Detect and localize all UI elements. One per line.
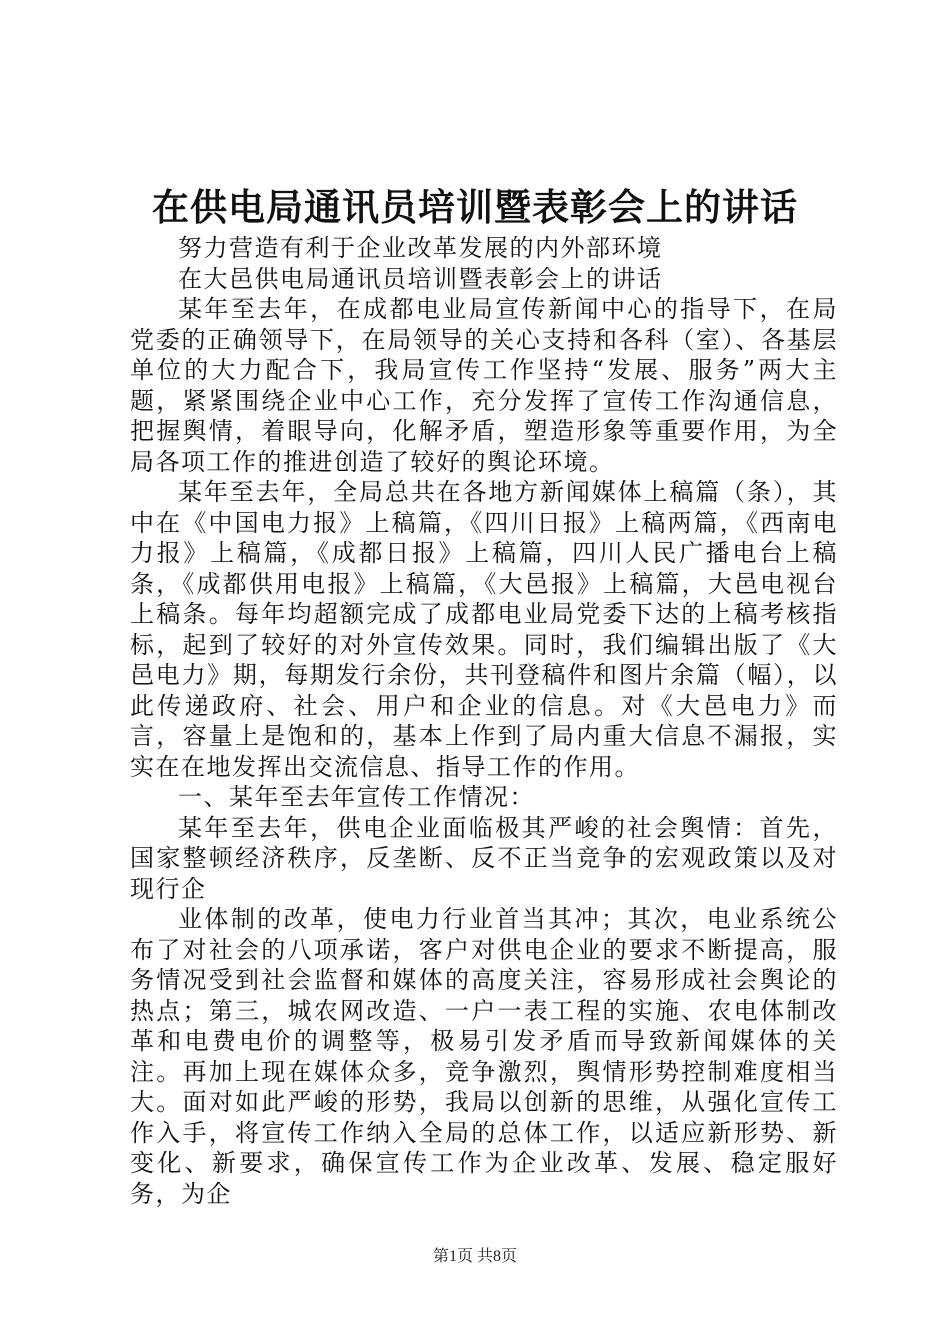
document-title: 在供电局通讯员培训暨表彰会上的讲话 [152, 185, 798, 229]
document-body [130, 233, 838, 1209]
page-number-footer: 第1页 共8页 [432, 1248, 517, 1265]
paragraph: 某年至去年，全局总共在各地方新闻媒体上稿篇（条），其中在《中国电力报》上稿篇，《四川日报》上稿两篇，《西南电力报》上稿篇，《成都日报》上稿篇，四川人民广播电台上稿条，《成都供用电报》上稿篇，《大邑报》上稿篇，大邑电视台上稿条。每年均超额完成了成都电业局党委下达的上稿考核指标，起到了较好的对外宣传效果。同时，我们编辑出版了《大邑电力》期，每期发行余份，共刊登稿件和图片余篇（幅），以此传递政府、社会、用户和企业的信息。对《大邑电力》而言，容量上是饱和的，基本上作到了局内重大信息不漏报，实实在在地发挥出交流信息、指导工作的作用。 [130, 478, 838, 781]
paragraph-subtitle: 努力营造有利于企业改革发展的内外部环境 [178, 234, 663, 262]
paragraph: 某年至去年，供电企业面临极其严峻的社会舆情：首先，国家整顿经济秩序，反垄断、反不正当竞争的宏观政策以及对现行企 [130, 813, 838, 903]
paragraph-occasion: 在大邑供电局通讯员培训暨表彰会上的讲话 [178, 264, 663, 293]
paragraph: 某年至去年，在成都电业局宣传新闻中心的指导下，在局党委的正确领导下，在局领导的关心支持和各科（室）、各基层单位的大力配合下，我局宣传工作坚持“发展、服务”两大主题，紧紧围绕企业中心工作，充分发挥了宣传工作沟通信息，把握舆情，着眼导向，化解矛盾，塑造形象等重要作用，为全局各项工作的推进创造了较好的舆论环境。 [130, 295, 838, 476]
section-heading: 一、某年至去年宣传工作情况： [178, 783, 535, 811]
paragraph: 业体制的改革，使电力行业首当其冲；其次，电业系统公布了对社会的八项承诺，客户对供电企业的要求不断提高，服务情况受到社会监督和媒体的高度关注，容易形成社会舆论的热点；第三，城农网改造、一户一表工程的实施、农电体制改革和电费电价的调整等，极易引发矛盾而导致新闻媒体的关注。再加上现在媒体众多，竞争激烈，舆情形势控制难度相当大。面对如此严峻的形势，我局以创新的思维，从强化宣传工作入手，将宣传工作纳入全局的总体工作，以适应新形势、新变化、新要求，确保宣传工作为企业改革、发展、稳定服好务，为企 [130, 905, 838, 1208]
